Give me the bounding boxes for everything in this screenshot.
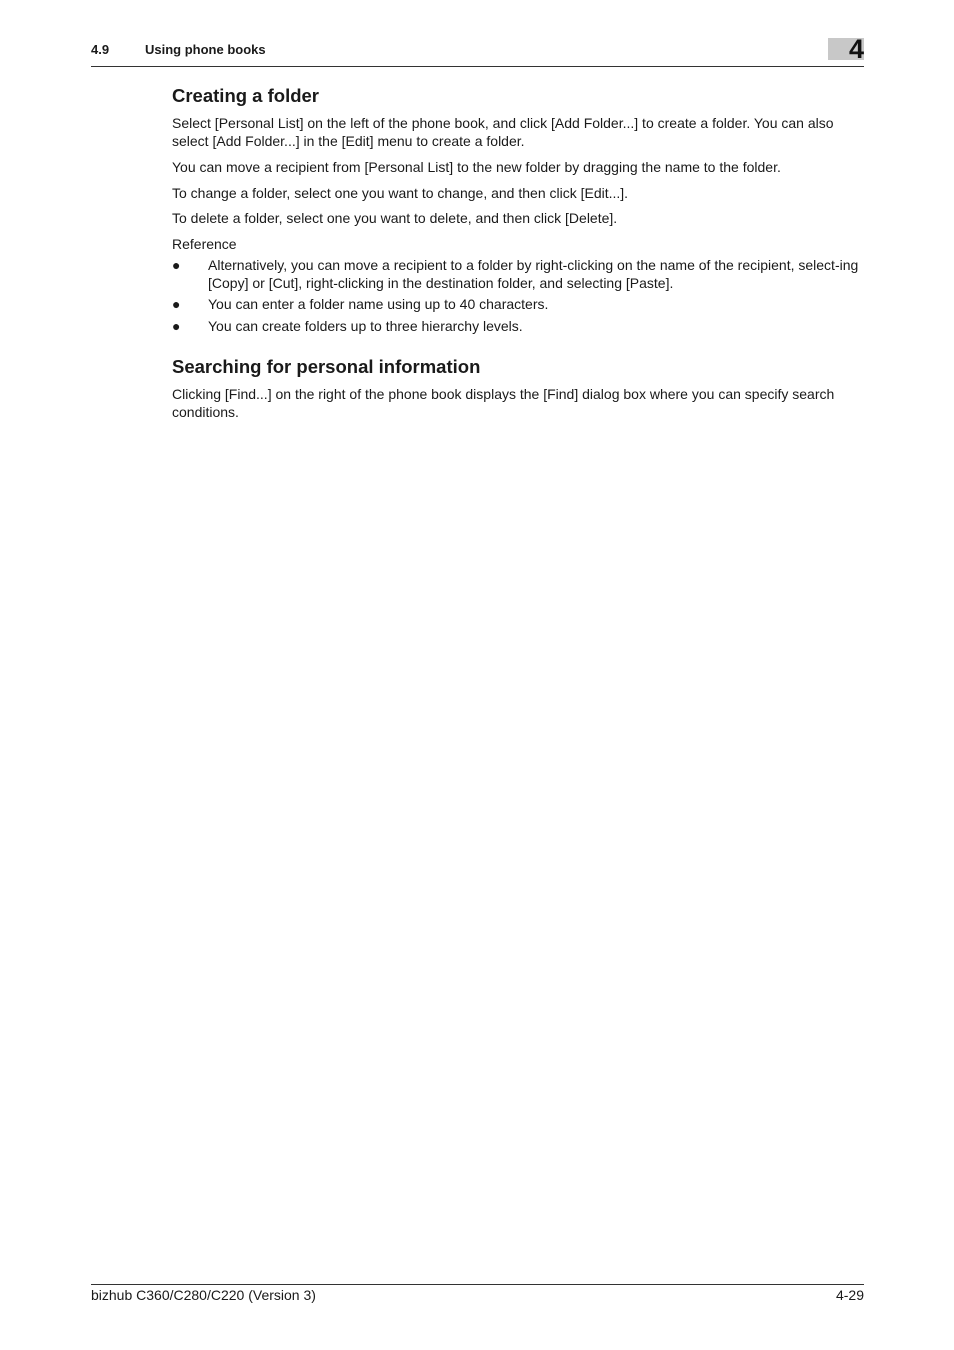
bullet-icon: ●	[172, 257, 181, 273]
chapter-tab	[828, 34, 864, 64]
bullet-icon: ●	[172, 296, 181, 312]
page-header	[91, 34, 864, 67]
section-number: 4.9	[91, 42, 110, 57]
footer-page-number: 4-29	[835, 1287, 864, 1303]
list-item-text: You can enter a folder name using up to 40 characters.	[208, 296, 549, 312]
paragraph: To change a folder, select one you want to change, and then click [Edit...].	[172, 184, 629, 201]
list-item	[172, 318, 864, 336]
main-content	[172, 84, 864, 421]
list-item	[172, 257, 864, 292]
bullet-icon: ●	[172, 317, 181, 334]
section-title: Using phone books	[145, 42, 266, 57]
reference-label: Reference	[172, 235, 237, 252]
paragraph: Select [Personal List] on the left of the phone book, and click [Add Folder...] to create a folder. You can also select [Add Folder...] in the [Edit] menu to create a folder.	[172, 115, 834, 149]
heading-searching: Searching for personal information	[172, 356, 481, 377]
list-item-text: Alternatively, you can move a recipient to a folder by right-clicking on the name of the recipient, select-ing [Copy] or [Cut], right-clicking in the destination folder, and selecting [Paste].	[208, 257, 859, 291]
paragraph: To delete a folder, select one you want to delete, and then click [Delete].	[172, 210, 618, 226]
list-item-text: You can create folders up to three hierarchy levels.	[208, 317, 523, 334]
page-footer	[91, 1284, 864, 1303]
reference-list	[172, 257, 864, 335]
chapter-number: 4	[848, 34, 864, 64]
heading-creating-folder: Creating a folder	[172, 85, 319, 106]
paragraph: You can move a recipient from [Personal List] to the new folder by dragging the name to the folder.	[172, 159, 781, 175]
paragraph: Clicking [Find...] on the right of the phone book displays the [Find] dialog box where you can specify search conditions.	[172, 386, 835, 420]
list-item	[172, 296, 864, 314]
footer-product: bizhub C360/C280/C220 (Version 3)	[91, 1287, 316, 1303]
